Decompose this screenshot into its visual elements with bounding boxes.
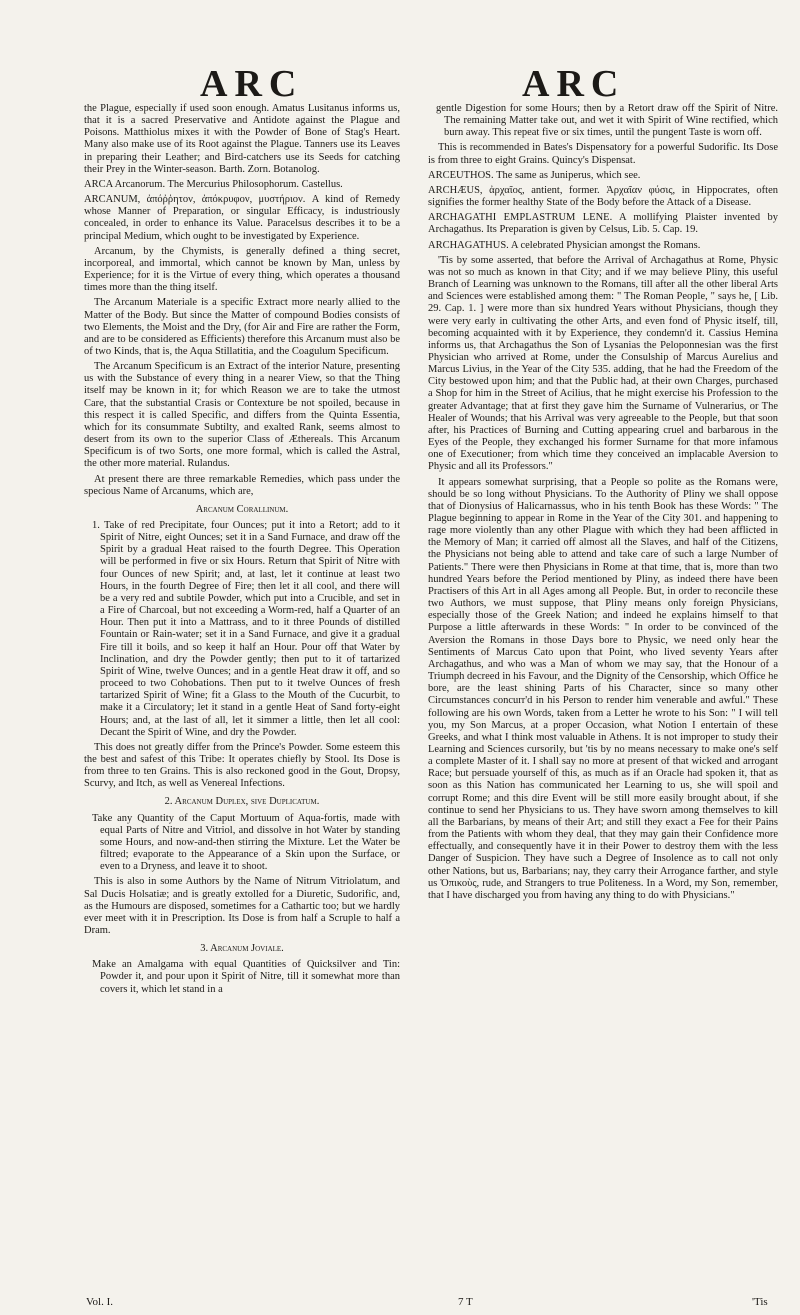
- section-heading: Arcanum Corallinum.: [195, 503, 289, 515]
- paragraph: ARCA Arcanorum. The Mercurius Philosophorum. Castellus.: [84, 178, 343, 190]
- paragraph: the Plague, especially if used soon enough. Amatus Lusitanus informs us, that it is a sacred Preservative and Antidote against the Plague and Poisons. Matthiolus mixes it with the Powder of Bone of Stag's Heart. Many also make use of its Root against the Plague. Tanners use its Leaves in preparing their Leather; and Bird-catchers use its Seeds for catching their Prey in the Winter-season. Barth. Zorn. Botanolog.: [84, 103, 400, 175]
- volume-marker: Vol. I.: [86, 1296, 113, 1308]
- section-heading: 2. Arcanum Duplex, sive Duplicatum.: [164, 796, 320, 808]
- paragraph: This is recommended in Bates's Dispensatory for a powerful Sudorific. Its Dose is from three to eight Grains. Quincy's Dispensat.: [428, 142, 778, 166]
- recipe: Make an Amalgama with equal Quantities of Quicksilver and Tin: Powder it, and pour upon it Spirit of Nitre, till it somewhat more than covers it, which let stand in a: [92, 959, 400, 995]
- section-heading: 3. Arcanum Joviale.: [200, 943, 284, 955]
- paragraph: ARCEUTHOS. The same as Juniperus, which see.: [428, 169, 641, 181]
- paragraph: At present there are three remarkable Remedies, which pass under the specious Name of Arcanums, which are,: [84, 473, 400, 497]
- recipe-continued: gentle Digestion for some Hours; then by a Retort draw off the Spirit of Nitre. The remaining Matter take out, and wet it with Spirit of Wine rectified, which burn away. This repeat five or six times, until the pungent Taste is worn off.: [436, 103, 778, 139]
- paragraph: ARCHAGATHUS. A celebrated Physician amongst the Romans.: [428, 239, 701, 251]
- running-head-left: ARC: [200, 63, 304, 105]
- signature-mark: 7 T: [458, 1296, 473, 1308]
- paragraph: 'Tis by some asserted, that before the Arrival of Archagathus at Rome, Physic was not so much as known in that City; and if we may believe Pliny, this useful Branch of Learning was unknown to the Romans, till after all the other liberal Arts and Sciences were established among them: " The Roman People, " says he, [ Lib. 29. Cap. 1. ] were more than six hundred Years without Physicians, though they were very early in cultivating the other Arts, and even fond of Physic itself, till, becoming acquainted with it by Experience, they condemn'd it. Cassius Hemina informs us, that Archagathus the Son of Lysanias the Peloponnesian was the first Physician who arrived at Rome, under the Consulship of Marcus Aurelius and Marcus Livius, in the Year of the City 535. adding, that he had the Freedom of the City bestowed upon him; and that the Public had, at their own Charges, purchased a Shop for him in the Street of Acilius, that he might exercise his Profession to the greater Advantage; that at first they gave him the Surname of Vulnerarius, or The Healer of Wounds; that his Arrival was very agreeable to the People, but that soon after, his Practices of Burning and Cutting appearing cruel and barbarous in the Eyes of the People, they exchanged his former Surname for that more infamous one of Executioner; from which time they conceived an implacable Aversion to Physic and all its Professors.": [428, 254, 778, 473]
- running-head-right: ARC: [522, 63, 626, 105]
- paragraph: ARCHÆUS, ἀρχαῖος, antient, former. Ἀρχαῖαν φύσις, in Hippocrates, often signifies the former healthy State of the Body before the Attack of a Disease.: [428, 184, 778, 209]
- left-column: [84, 103, 400, 999]
- paragraph: This is also in some Authors by the Name of Nitrum Vitriolatum, and Sal Ducis Holsatiæ; and is greatly extolled for a Diuretic, Sudorific, and, as the Humours are disposed, sometimes for a Cathartic too; but we hardly ever meet with it in Prescription. Its Dose is from half a Scruple to half a Dram.: [84, 876, 400, 936]
- catchword: 'Tis: [752, 1296, 768, 1308]
- paragraph: It appears somewhat surprising, that a People so polite as the Romans were, should be so long without Physicians. To the Authority of Pliny we shall oppose that of Dionysius of Halicarnassus, who in his tenth Book has these Words: " The Plague beginning to appear in Rome in the Year of the City 301. and happening to rage more violently than any other Plague with which they had been afflicted in the Memory of Man; it carried off almost all the Slaves, and half of the Citizens, the Physicians not being able to attend and take care of such a large Number of Patients." There were then Physicians in Rome at that time, that is, more than two hundred Years before the Period mentioned by Pliny, as indeed there have been Practisers of this Art in all Ages among all People. But, in order to reconcile these two Authors, we must suppose, that Pliny means only foreign Physicians, especially those of the Greek Nation; and indeed he explains himself to that Purpose a little afterwards in these Words: " In order to be convinced of the Aversion the Romans in those Days bore to Physic, we need only hear the Sentiments of Marcus Cato upon that Point, who lived seventy Years after Archagathus, and who was a Man of whom we may say, that the Honour of a Triumph decreed in his Favour, and the Dignity of the Censorship, which Office he bore, are the least shining Parts of his Character, since so many other Circumstances concurr'd in his Person to render him venerable and awful." These following are his own Words, taken from a Letter he wrote to his Son: " I will tell you, my Son Marcus, at a proper Occasion, what Notion I entertain of these Greeks, and what I think most valuable in Athens. It is not improper to study their Learning and Sciences cursorily, but 'tis by no means necessary to make one's self a complete Master of it. I shall say no more at present of that wicked and arrogant Race; but persuade yourself of this, as much as if an Oracle had spoken it, that as soon as this Nation has communicated her Learning to us, she will spoil and corrupt Rome; and this dire Event will be still more easily brought about, if she continue to send her Physicians to us. They have sworn among themselves to kill all the Barbarians, by means of their Art; and still they exact a Fee for their Pains from the Patients with whom they deal, that they may gain their Confidence more effectually, and consequently have it in their Power to destroy them with the less Danger of Suspicion. They have such a Degree of Insolence as to call not only other Nations, but us, Barbarians; nay, they carry their Arrogance farther, and style us Ὀπικοὺς, rude, and Strangers to true Politeness. In a Word, my Son, remember, that I have discharged you from having any thing to do with Physicians.": [428, 476, 778, 901]
- paragraph: ARCHAGATHI EMPLASTRUM LENE. A mollifying Plaister invented by Archagathus. Its Preparation is given by Celsus, Lib. 5. Cap. 19.: [428, 212, 778, 236]
- paragraph: This does not greatly differ from the Prince's Powder. Some esteem this the best and safest of this Tribe: It operates chiefly by Stool. Its Dose is from three to ten Grains. This is also reckoned good in the Gout, Dropsy, Scurvy, and Itch, as well as Venereal Infections.: [84, 741, 400, 790]
- paragraph: ARCANUM, ἀπόῤῥητον, ἀπόκρυφον, μυστήριον. A kind of Remedy whose Manner of Preparation, or singular Efficacy, is industriously concealed, in order to enhance its Value. Paracelsus describes it to be a principal Medium, which ought to be investigated by Experience.: [84, 194, 400, 242]
- recipe: 1. Take of red Precipitate, four Ounces; put it into a Retort; add to it Spirit of Nitre, eight Ounces; set it in a Sand Furnace, and draw off the Spirit by a gradual Heat raised to the fourth Degree. This Operation will be performed in five or six Hours. Return that Spirit of Nitre with four Ounces of new Spirit; and, at last, let it continue at least two Hours, in the fourth Degree of Fire; then let it all cool, and there will be a very red and subtile Powder, which put into a Crucible, and set in a Fire of Charcoal, but not exceeding a Worm-red, half a Quarter of an Hour. Then put it into a Mattrass, and to it three Pounds of distilled Fountain or Rain-water; set it in a Sand Furnace, and give it a gradual Fire till it boils, and so keep it half an Hour. Pour off that Water by Inclination, and dry the Powder gently; then put to it of tartarized Spirit of Wine, twelve Ounces; and in a gentle Heat draw it off, and so proceed to two Cohobations. Then put to it twelve Ounces of fresh tartarized Spirit of Wine; fit a Glass to the Mouth of the Cucurbit, to make it a Circulatory; let it stand in a gentle Heat of Sand forty-eight Hours; and, at the last of all, let it simmer a little, then let all cool: Decant the Spirit of Wine, and dry the Powder.: [92, 520, 400, 738]
- recipe: Take any Quantity of the Caput Mortuum of Aqua-fortis, made with equal Parts of Nitre and Vitriol, and dissolve in hot Water by standing some Hours, and now-and-then stirring the Mixture. Let the Water be filtred; evaporate to the Appearance of a Skin upon the Surface, or even to a Dryness, and leave it to shoot.: [92, 812, 400, 873]
- paragraph: The Arcanum Materiale is a specific Extract more nearly allied to the Matter of the Body. But since the Matter of compound Bodies consists of two Elements, the Moist and the Dry, (for Air and Fire are rather the Form, and are to be considered as Efficients) therefore this Arcanum must also be of two Kinds, that is, the Aqua Stillatitia, and the Coagulum Specificum.: [84, 297, 400, 357]
- right-column: [428, 103, 778, 905]
- paragraph: Arcanum, by the Chymists, is generally defined a thing secret, incorporeal, and immortal, which cannot be known by Man, unless by Experience; for it is the Virtue of every thing, which operates a thousand times more than the thing itself.: [84, 245, 400, 294]
- paragraph: The Arcanum Specificum is an Extract of the interior Nature, presenting us with the Substance of every thing in a nearer View, so that the Thing itself may be known in it; for which Reason we are to take the utmost Care, that the substantial Crasis or Contexture be not spoiled, because in this respect it is called Specific, and differs from the Quinta Essentia, which for its consummate Subtilty, and exalted Rank, seems almost to desert from its own to the superior Class of Æthereals. This Arcanum Specificum is of two Sorts, one more formal, which is called the Astral, the other more material. Rulandus.: [84, 361, 400, 470]
